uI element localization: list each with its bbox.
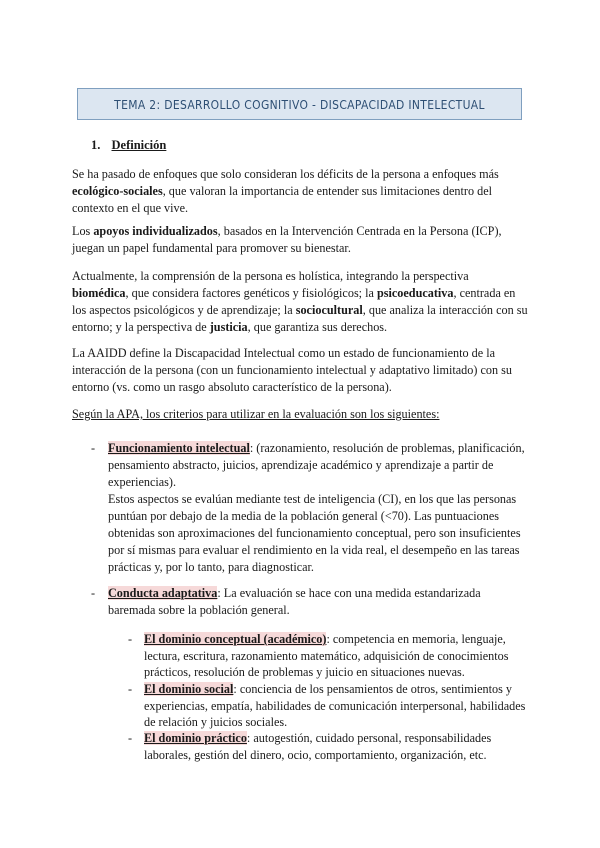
bullet-dash: - (91, 441, 96, 455)
bullet-dash: - (128, 682, 133, 696)
domain-practical-text: : autogestión, cuidado personal, responsabilidades laborales, gestión del dinero, ocio, comportamiento, organización, etc. (144, 731, 492, 762)
domain-conceptual-text: : competencia en memoria, lenguaje, lectura, escritura, razonamiento matemático, adquisición de conocimientos prácticos, resolución de problemas y juicio en situaciones nuevas. (144, 632, 509, 679)
domain-social-text: : conciencia de los pensamientos de otros, sentimientos y experiencias, empatía, habilidades de comunicación interpersonal, habilidades de relación y juicios sociales. (144, 682, 526, 729)
p3-text-e: , centrada en los aspectos psicológicos y de aprendizaje; la (72, 286, 516, 317)
p3-text-a: Actualmente, la comprensión de la persona es holística, integrando la perspectiva (72, 269, 469, 283)
title-banner (77, 88, 522, 120)
criterion-intellectual-term: Funcionamiento intelectual (108, 441, 250, 455)
criterion-adaptive (108, 585, 508, 619)
section-label: Definición (111, 138, 167, 152)
section-number: 1. (91, 138, 101, 152)
apa-criteria-intro: Según la APA, los criterios para utilizar en la evaluación son los siguientes: (72, 407, 440, 421)
domain-conceptual (144, 631, 520, 681)
p2-text-a: Los (72, 224, 94, 238)
p3-text-g: , que analiza la interacción con su entorno; y la perspectiva de (72, 303, 528, 334)
criterion-intellectual (108, 440, 526, 491)
paragraph-2 (72, 223, 528, 257)
domain-social (144, 681, 530, 731)
p1-text-a: Se ha pasado de enfoques que solo consideran los déficits de la persona a enfoques más (72, 167, 499, 181)
paragraph-1 (72, 166, 512, 217)
bullet-dash: - (128, 632, 133, 646)
paragraph-4: La AAIDD define la Discapacidad Intelectual como un estado de funcionamiento de la interacción de la persona (con un funcionamiento intelectual y adaptativo limitado) con su entorno (vs. como un rasgo absoluto característico de la persona). (72, 346, 512, 394)
p3-bold-psicoeducativa: psicoeducativa (376, 286, 454, 300)
p3-bold-sociocultural: sociocultural (295, 303, 363, 317)
section-heading (91, 138, 166, 153)
domain-social-term: El dominio social (144, 682, 234, 696)
page-title: TEMA 2: DESARROLLO COGNITIVO - DISCAPACIDAD INTELECTUAL (114, 96, 485, 112)
p3-bold-biomedica: biomédica (72, 286, 126, 300)
domain-practical (144, 730, 514, 763)
p1-text-c: , que valoran la importancia de entender sus limitaciones dentro del contexto en el que vive. (72, 184, 492, 215)
p2-text-c: , basados en la Intervención Centrada en la Persona (ICP), juegan un papel fundamental para promover su bienestar. (72, 224, 502, 255)
p2-bold: apoyos individualizados (93, 224, 218, 238)
domain-practical-term: El dominio práctico (144, 731, 247, 745)
bullet-dash: - (91, 586, 96, 600)
criterion-intellectual-detail: Estos aspectos se evalúan mediante test de inteligencia (CI), en los que las personas puntúan por debajo de la media de la población general (<70). Las puntuaciones obtenidas son aproximaciones del funcionamiento conceptual, pero son insuficientes por sí mismas para evaluar el rendimiento en la vida real, el desempeño en las tareas prácticas y, por lo tanto, para diagnosticar. (108, 492, 521, 574)
bullet-dash: - (128, 731, 133, 745)
p3-text-i: , que garantiza sus derechos. (247, 320, 388, 334)
criterion-adaptive-term: Conducta adaptativa (108, 586, 218, 600)
criterion-adaptive-text: : La evaluación se hace con una medida estandarizada baremada sobre la población general. (108, 586, 481, 617)
p1-bold: ecológico-sociales (72, 184, 163, 198)
paragraph-3 (72, 268, 528, 336)
p3-text-c: , que considera factores genéticos y fisiológicos; la (125, 286, 377, 300)
domain-conceptual-term: El dominio conceptual (académico) (144, 632, 327, 646)
p3-bold-justicia: justicia (209, 320, 248, 334)
criterion-intellectual-text: : (razonamiento, resolución de problemas, planificación, pensamiento abstracto, juicios, aprendizaje académico y aprendizaje a partir de experiencias). (108, 441, 525, 489)
